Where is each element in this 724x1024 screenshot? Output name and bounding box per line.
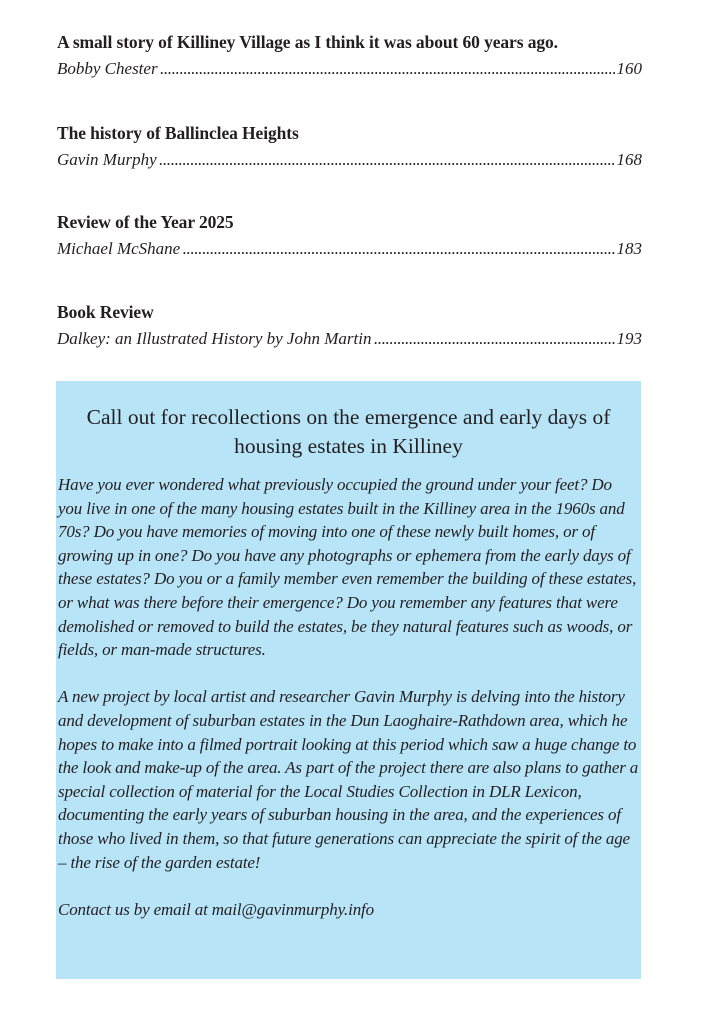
toc-entry-author: Gavin Murphy bbox=[57, 150, 157, 169]
toc-entry-page: 193 bbox=[616, 329, 642, 348]
toc-entry bbox=[57, 211, 642, 260]
callout-box bbox=[56, 381, 641, 979]
toc-entry-author: Bobby Chester bbox=[57, 59, 158, 78]
callout-paragraph: A new project by local artist and researcher Gavin Murphy is delving into the history and development of suburban estates in the Dun Laoghaire-Rathdown area, which he hopes to make into a filmed portrait looking at this period which saw a huge change to the look and make-up of the area. As part of the project there are also plans to gather a special collection of material for the Local Studies Collection in DLR Lexicon, documenting the early years of suburban housing in the area, and the experiences of those who lived in them, so that future generations can appreciate the spirit of the age – the rise of the garden estate! bbox=[58, 687, 639, 872]
toc-entry-page: 168 bbox=[616, 150, 642, 169]
toc-entry-page: 183 bbox=[616, 239, 642, 258]
dot-leader bbox=[159, 149, 615, 171]
callout-body bbox=[58, 473, 639, 921]
dot-leader bbox=[182, 238, 614, 260]
toc-entry-page: 160 bbox=[616, 59, 642, 78]
dot-leader bbox=[373, 328, 614, 350]
callout-paragraph: Have you ever wondered what previously occupied the ground under your feet? Do you live in one of the many housing estates built in the Killiney area in the 1960s and 70s? Do you have memories of moving into one of these newly built homes, or of growing up in one? Do you have any photographs or ephemera from the early days of these estates? Do you or a family member even remember the building of these estates, or what was there before their emergence? Do you remember any features that were demolished or removed to build the estates, be they natural features such as woods, or fields, or man-made structures. bbox=[58, 475, 637, 660]
toc-entry-line bbox=[57, 149, 642, 171]
callout-heading: Call out for recollections on the emergence and early days of housing estates in Killiney bbox=[86, 405, 611, 458]
contact-prefix: Contact us by email at bbox=[58, 899, 212, 919]
toc-entry-title: Review of the Year 2025 bbox=[57, 212, 234, 232]
toc-entry-title: Book Review bbox=[57, 302, 154, 322]
toc-entry bbox=[57, 31, 642, 80]
toc-entry-line bbox=[57, 238, 642, 260]
toc-entry-line bbox=[57, 328, 642, 350]
callout-contact bbox=[58, 898, 639, 922]
toc-entry-author: Michael McShane bbox=[57, 239, 181, 258]
contact-email-link[interactable]: mail@gavinmurphy.info bbox=[211, 899, 374, 919]
toc-entry bbox=[57, 301, 642, 350]
toc-entry-title: A small story of Killiney Village as I think it was about 60 years ago. bbox=[57, 32, 558, 52]
toc-entry bbox=[57, 122, 642, 171]
dot-leader bbox=[160, 58, 615, 80]
toc-entry-title: The history of Ballinclea Heights bbox=[57, 123, 299, 143]
toc-entry-author: Dalkey: an Illustrated History by John Martin bbox=[57, 329, 372, 348]
toc-entry-line bbox=[57, 58, 642, 80]
